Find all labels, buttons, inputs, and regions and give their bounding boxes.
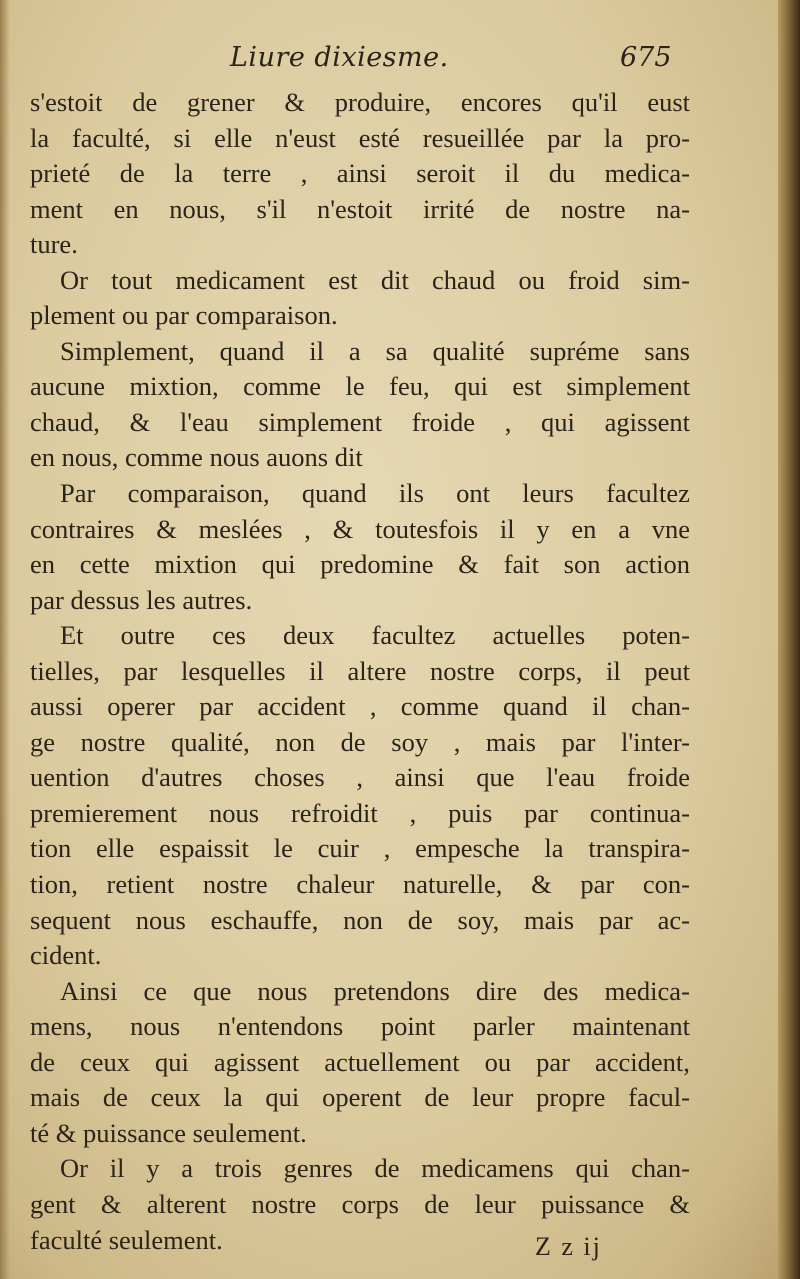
text-line: Simplement, quand il a sa qualité supréme sans: [60, 335, 690, 366]
text-line: Par comparaison, quand ils ont leurs facultez: [60, 478, 690, 509]
text-line: Or il y a trois genres de medicamens qui chan-: [60, 1153, 690, 1184]
page-number: 675: [620, 42, 672, 73]
page-header: [0, 42, 800, 82]
text-line: cident.: [30, 940, 102, 971]
text-line: tion, retient nostre chaleur naturelle, & par con-: [30, 869, 690, 900]
text-line: gent & alterent nostre corps de leur puissance &: [30, 1188, 690, 1219]
text-line: mais de ceux la qui operent de leur propre facul-: [30, 1082, 690, 1113]
running-title: Liure dixiesme.: [230, 42, 449, 73]
text-line: tielles, par lesquelles il altere nostre corps, il peut: [30, 655, 690, 686]
text-line: sequent nous eschauffe, non de soy, mais par ac-: [30, 904, 690, 935]
text-line: tion elle espaissit le cuir , empesche la transpira-: [30, 833, 690, 864]
text-line: de ceux qui agissent actuellement ou par accident,: [30, 1046, 690, 1077]
text-line: s'estoit de grener & produire, encores qu'il eust: [30, 87, 690, 117]
book-spine: [778, 0, 800, 1279]
text-line: Ainsi ce que nous pretendons dire des medica-: [60, 975, 690, 1006]
text-line: la faculté, si elle n'eust esté resueillée par la pro-: [30, 122, 690, 153]
text-line: aussi operer par accident , comme quand il chan-: [30, 691, 690, 722]
text-line: par dessus les autres.: [30, 584, 253, 615]
text-line: plement ou par comparaison.: [30, 300, 338, 331]
text-line: en nous, comme nous auons dit: [30, 442, 363, 473]
text-line: premierement nous refroidit , puis par continua-: [30, 797, 690, 828]
text-line: faculté seulement.: [30, 1224, 223, 1255]
text-line: té & puissance seulement.: [30, 1117, 307, 1148]
text-line: en cette mixtion qui predomine & fait son action: [30, 549, 690, 580]
text-line: contraires & meslées , & toutesfois il y en a vne: [30, 513, 690, 544]
text-line: Et outre ces deux facultez actuelles poten-: [60, 620, 690, 651]
text-line: chaud, & l'eau simplement froide , qui agissent: [30, 406, 690, 437]
text-line: ture.: [30, 229, 78, 260]
text-line: aucune mixtion, comme le feu, qui est simplement: [30, 371, 690, 402]
text-line: mens, nous n'entendons point parler maintenant: [30, 1011, 690, 1042]
text-line: uention d'autres choses , ainsi que l'eau froide: [30, 762, 690, 793]
text-line: Or tout medicament est dit chaud ou froid sim-: [60, 264, 690, 295]
body-text: [30, 85, 690, 1258]
text-line: ge nostre qualité, non de soy , mais par l'inter-: [30, 726, 690, 757]
page-left-edge: [0, 0, 10, 1279]
signature-mark: Z z ij: [535, 1232, 602, 1261]
text-line: ment en nous, s'il n'estoit irrité de nostre na-: [30, 193, 690, 224]
text-line: prieté de la terre , ainsi seroit il du medica-: [30, 158, 690, 189]
